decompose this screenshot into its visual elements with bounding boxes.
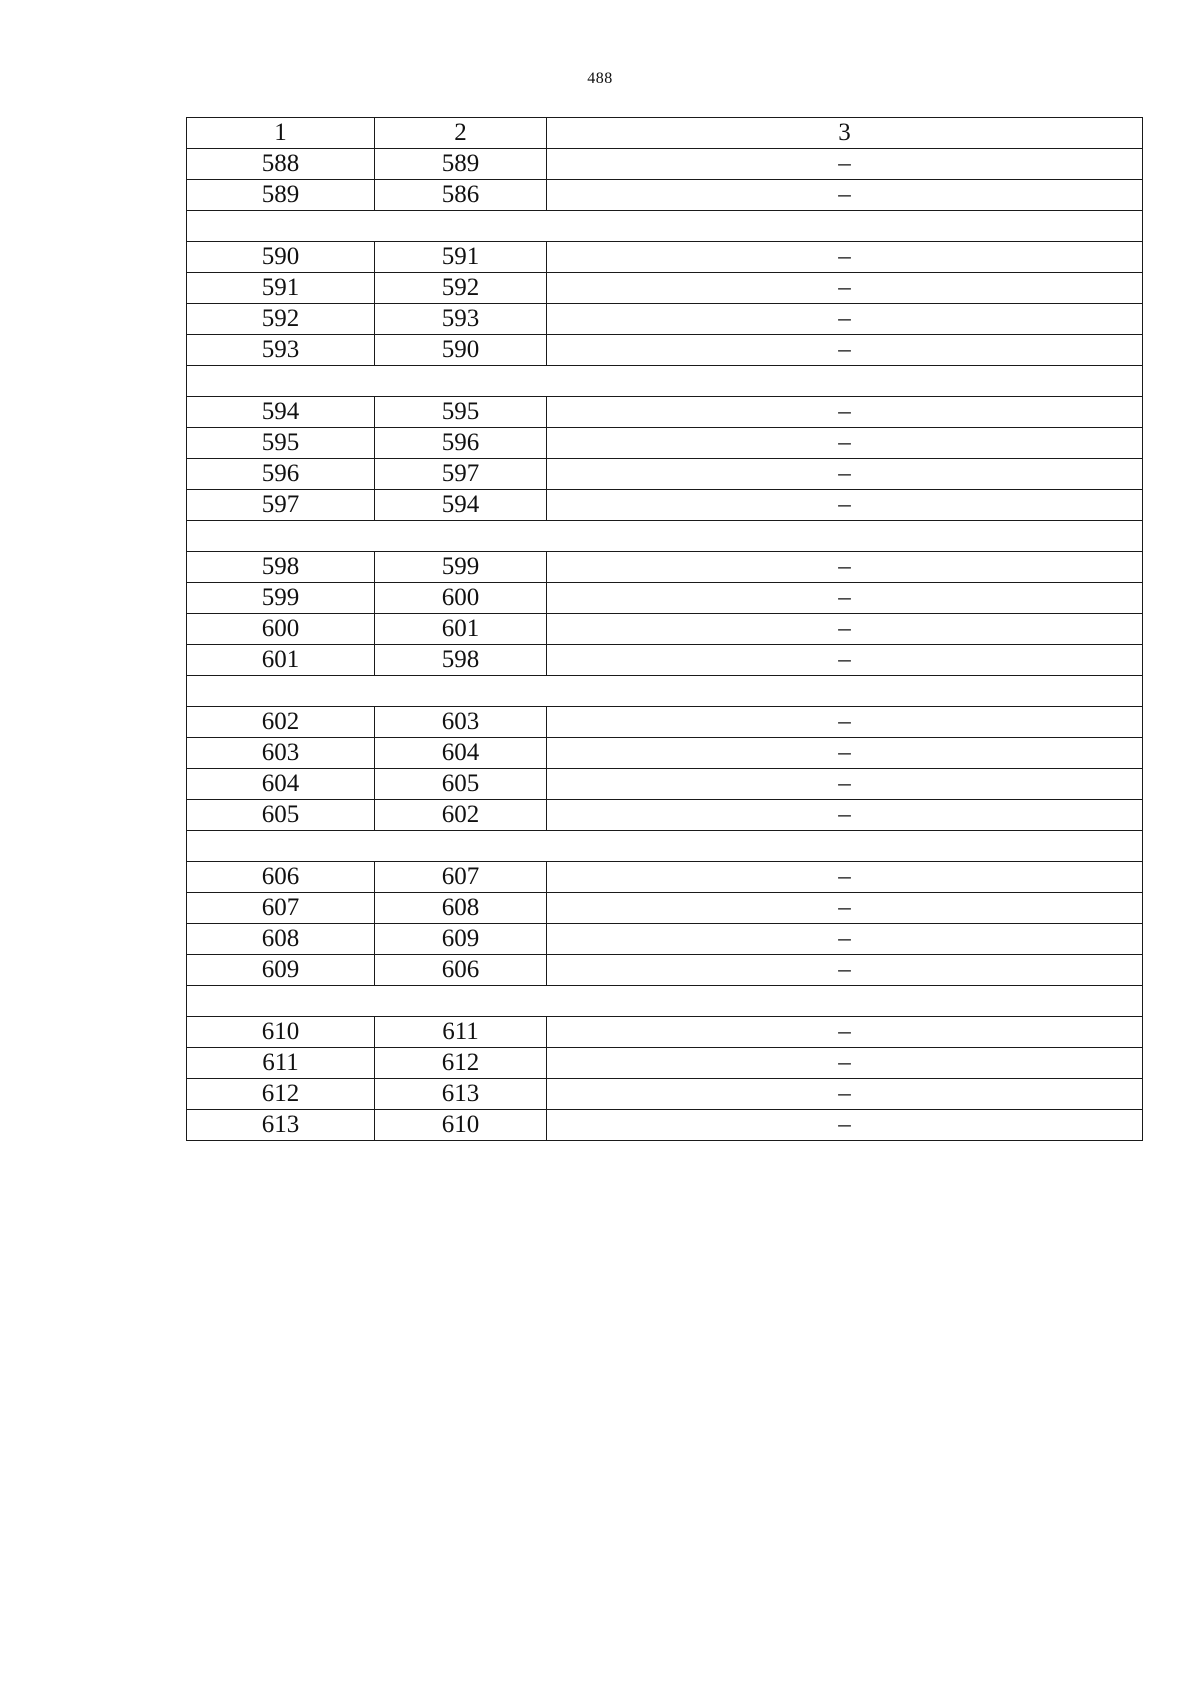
separator-cell [187, 676, 1143, 707]
table-row [187, 1110, 1143, 1141]
group-separator-row [187, 521, 1143, 552]
table-cell-col-2: 597 [375, 459, 547, 490]
table-cell-col-3: – [547, 180, 1143, 211]
table-cell-col-2: 599 [375, 552, 547, 583]
table-cell-col-3: – [547, 614, 1143, 645]
table-cell-col-1: 605 [187, 800, 375, 831]
table-cell-col-2: 603 [375, 707, 547, 738]
separator-cell [187, 986, 1143, 1017]
table-cell-col-1: 593 [187, 335, 375, 366]
table-row [187, 304, 1143, 335]
table-cell-col-2: 609 [375, 924, 547, 955]
table-cell-col-3: – [547, 149, 1143, 180]
table-cell-col-2: 586 [375, 180, 547, 211]
table-cell-col-1: 609 [187, 955, 375, 986]
table-row [187, 1048, 1143, 1079]
table-row [187, 738, 1143, 769]
table-cell-col-2: 592 [375, 273, 547, 304]
table-row [187, 397, 1143, 428]
table-cell-col-2: 602 [375, 800, 547, 831]
table-cell-col-3: – [547, 862, 1143, 893]
table-cell-col-1: 594 [187, 397, 375, 428]
table-cell-col-1: 598 [187, 552, 375, 583]
table-cell-col-1: 604 [187, 769, 375, 800]
table-row [187, 149, 1143, 180]
table-cell-col-3: – [547, 738, 1143, 769]
table-cell-col-2: 613 [375, 1079, 547, 1110]
table-cell-col-3: – [547, 304, 1143, 335]
table-cell-col-1: 590 [187, 242, 375, 273]
table-cell-col-1: 588 [187, 149, 375, 180]
table-row [187, 428, 1143, 459]
table-body [187, 118, 1143, 1141]
table-cell-col-2: 605 [375, 769, 547, 800]
table-cell-col-3: – [547, 273, 1143, 304]
header-cell-1: 1 [187, 118, 375, 149]
table-row [187, 769, 1143, 800]
table-cell-col-1: 599 [187, 583, 375, 614]
group-separator-row [187, 986, 1143, 1017]
table-cell-col-3: – [547, 397, 1143, 428]
separator-cell [187, 366, 1143, 397]
table-cell-col-3: – [547, 552, 1143, 583]
table-row [187, 800, 1143, 831]
table-cell-col-3: – [547, 583, 1143, 614]
table-cell-col-1: 607 [187, 893, 375, 924]
header-cell-3: 3 [547, 118, 1143, 149]
table-cell-col-1: 602 [187, 707, 375, 738]
table-cell-col-3: – [547, 893, 1143, 924]
group-separator-row [187, 831, 1143, 862]
table-cell-col-1: 608 [187, 924, 375, 955]
table-row [187, 893, 1143, 924]
table-row [187, 862, 1143, 893]
separator-cell [187, 521, 1143, 552]
table-row [187, 707, 1143, 738]
table-cell-col-3: – [547, 490, 1143, 521]
table-cell-col-3: – [547, 707, 1143, 738]
table-cell-col-1: 601 [187, 645, 375, 676]
table-cell-col-1: 595 [187, 428, 375, 459]
data-table [186, 117, 1143, 1141]
table-cell-col-1: 613 [187, 1110, 375, 1141]
table-cell-col-2: 601 [375, 614, 547, 645]
table-cell-col-1: 589 [187, 180, 375, 211]
table-cell-col-1: 611 [187, 1048, 375, 1079]
table-cell-col-1: 592 [187, 304, 375, 335]
table-cell-col-2: 595 [375, 397, 547, 428]
table-cell-col-1: 591 [187, 273, 375, 304]
table-cell-col-2: 598 [375, 645, 547, 676]
group-separator-row [187, 366, 1143, 397]
table-cell-col-2: 612 [375, 1048, 547, 1079]
table-cell-col-3: – [547, 428, 1143, 459]
table-cell-col-2: 608 [375, 893, 547, 924]
table-row [187, 552, 1143, 583]
table-cell-col-1: 610 [187, 1017, 375, 1048]
table-cell-col-2: 590 [375, 335, 547, 366]
table-row [187, 645, 1143, 676]
separator-cell [187, 211, 1143, 242]
table-cell-col-2: 589 [375, 149, 547, 180]
table-cell-col-3: – [547, 924, 1143, 955]
table-cell-col-2: 596 [375, 428, 547, 459]
table-cell-col-1: 597 [187, 490, 375, 521]
separator-cell [187, 831, 1143, 862]
table-header-row [187, 118, 1143, 149]
table-row [187, 273, 1143, 304]
table-cell-col-2: 611 [375, 1017, 547, 1048]
table-row [187, 924, 1143, 955]
header-cell-2: 2 [375, 118, 547, 149]
table-cell-col-2: 593 [375, 304, 547, 335]
table-cell-col-3: – [547, 1079, 1143, 1110]
group-separator-row [187, 676, 1143, 707]
table-cell-col-1: 603 [187, 738, 375, 769]
table-cell-col-2: 591 [375, 242, 547, 273]
table-cell-col-3: – [547, 645, 1143, 676]
table-row [187, 335, 1143, 366]
table-cell-col-3: – [547, 955, 1143, 986]
table-cell-col-3: – [547, 459, 1143, 490]
table-row [187, 614, 1143, 645]
table-cell-col-3: – [547, 242, 1143, 273]
table-cell-col-3: – [547, 1048, 1143, 1079]
table-cell-col-1: 612 [187, 1079, 375, 1110]
table-cell-col-3: – [547, 1110, 1143, 1141]
page-number: 488 [587, 70, 613, 87]
table-row [187, 1017, 1143, 1048]
table-row [187, 242, 1143, 273]
table-row [187, 955, 1143, 986]
table-cell-col-2: 610 [375, 1110, 547, 1141]
table-cell-col-3: – [547, 1017, 1143, 1048]
table-cell-col-3: – [547, 800, 1143, 831]
table-cell-col-3: – [547, 335, 1143, 366]
table-cell-col-1: 606 [187, 862, 375, 893]
table-cell-col-2: 606 [375, 955, 547, 986]
table-row [187, 459, 1143, 490]
table-cell-col-2: 604 [375, 738, 547, 769]
group-separator-row [187, 211, 1143, 242]
table-cell-col-1: 596 [187, 459, 375, 490]
table-row [187, 583, 1143, 614]
table-cell-col-2: 600 [375, 583, 547, 614]
table-row [187, 1079, 1143, 1110]
table-cell-col-1: 600 [187, 614, 375, 645]
table-row [187, 490, 1143, 521]
table-row [187, 180, 1143, 211]
table-cell-col-2: 594 [375, 490, 547, 521]
table-cell-col-2: 607 [375, 862, 547, 893]
table-cell-col-3: – [547, 769, 1143, 800]
